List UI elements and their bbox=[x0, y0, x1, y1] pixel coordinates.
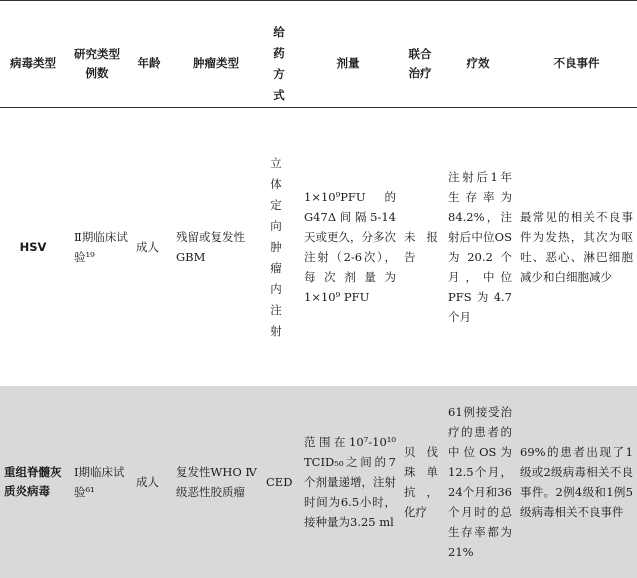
row2-efficacy: 61例接受治疗的患者的中位OS为12.5个月，24个月和36个月时的总生存率都为21% bbox=[448, 405, 512, 559]
header-virus-type: 病毒类型 bbox=[10, 56, 56, 70]
row1-adverse-events: 最常见的相关不良事件为发热，其次为呕吐、恶心、淋巴细胞减少和白细胞减少 bbox=[520, 210, 633, 284]
row1-age: 成人 bbox=[136, 240, 159, 254]
row1-dose: 1×10⁹PFU的G47Δ间隔5-14天或更久，分多次注射（2-6次），每次剂量为1×10⁹ PFU bbox=[304, 190, 396, 304]
row2-age: 成人 bbox=[136, 475, 159, 489]
row1-combination: 未报告 bbox=[404, 230, 438, 264]
row1-route: 立 体 定 向 肿 瘤 内 注 射 bbox=[270, 155, 282, 338]
row2-tumor-type: 复发性WHO Ⅳ级恶性胶质瘤 bbox=[176, 465, 257, 499]
row2-adverse-events: 69%的患者出现了1级或2级病毒相关不良事件。2例4级和1例5级病毒相关不良事件 bbox=[520, 445, 633, 519]
header-study-type: 研究类型 例数 bbox=[74, 46, 120, 80]
header-route: 给 药 方 式 bbox=[273, 24, 285, 102]
row1-efficacy: 注射后1年生存率为84.2%，注射后中位OS为20.2个月，中位PFS为4.7个月 bbox=[448, 170, 512, 324]
row2-route: CED bbox=[266, 475, 293, 489]
header-adverse-events: 不良事件 bbox=[553, 56, 600, 70]
header-age: 年龄 bbox=[137, 56, 161, 70]
header-combination: 联合 治疗 bbox=[408, 46, 432, 80]
row2-dose: 范围在10⁷-10¹⁰ TCID₅₀之间的7个剂量递增，注射时间为6.5小时，接种量为3.25 ml bbox=[304, 435, 396, 529]
header-tumor-type: 肿瘤类型 bbox=[193, 56, 239, 70]
row2-combination: 贝伐珠单抗，化疗 bbox=[404, 445, 438, 519]
row1-study-type: Ⅱ期临床试验¹⁹ bbox=[74, 230, 128, 264]
row2-study-type: Ⅰ期临床试验⁶¹ bbox=[74, 465, 125, 499]
row1-tumor-type: 残留或复发性GBM bbox=[176, 230, 245, 264]
row2-virus-type: 重组脊髓灰质炎病毒 bbox=[4, 465, 62, 498]
header-dose: 剂量 bbox=[336, 56, 360, 70]
row1-virus-type: HSV bbox=[19, 240, 47, 254]
table-top-rule bbox=[0, 0, 637, 1]
header-efficacy: 疗效 bbox=[466, 56, 490, 70]
